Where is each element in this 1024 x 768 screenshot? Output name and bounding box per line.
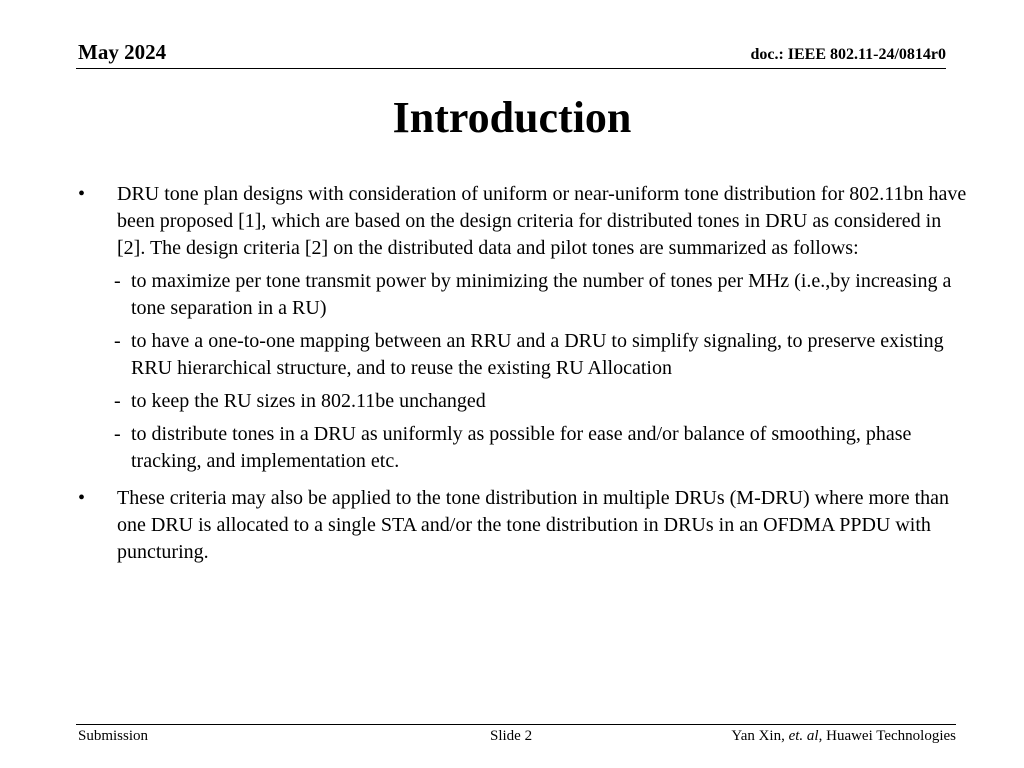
- footer-author-name: Yan Xin,: [731, 728, 789, 744]
- bullet-mark: •: [78, 487, 86, 509]
- footer-etal: et. al: [788, 728, 819, 744]
- sub-dash: -: [114, 330, 121, 352]
- slide-content: [74, 181, 974, 566]
- bullet-text: These criteria may also be applied to the tone distribution in multiple DRUs (M-DRU) where more than one DRU is allocated to a single STA and/or the tone distribution in DRUs in an OFDMA PPDU with puncturing.: [117, 487, 950, 563]
- footer-slide-number: Slide 2: [490, 728, 533, 744]
- header-doc-id: doc.: IEEE 802.11-24/0814r0: [750, 46, 946, 63]
- sub-list: [114, 268, 974, 475]
- bullet-item: [74, 485, 974, 566]
- sub-text: to keep the RU sizes in 802.11be unchanged: [131, 390, 486, 412]
- slide-title: Introduction: [392, 93, 632, 142]
- sub-item: [114, 268, 974, 322]
- sub-item: [114, 421, 974, 475]
- bullet-item: [74, 181, 974, 262]
- sub-dash: -: [114, 390, 121, 412]
- sub-dash: -: [114, 270, 121, 292]
- footer-org: , Huawei Technologies: [818, 728, 956, 744]
- bullet-text: DRU tone plan designs with consideration of uniform or near-uniform tone distribution for 802.11bn have been proposed [1], which are based on the design criteria for distributed tones in DRU as considered in [2]. The design criteria [2] on the distributed data and pilot tones are summarized as follows:: [117, 183, 967, 259]
- sub-item: [114, 328, 974, 382]
- header-date: May 2024: [78, 40, 167, 64]
- footer-rule: [76, 724, 956, 725]
- sub-text: to have a one-to-one mapping between an RRU and a DRU to simplify signaling, to preserve existing RRU hierarchical structure, and to reuse the existing RU Allocation: [131, 330, 944, 379]
- sub-item: [114, 388, 974, 415]
- footer-submission: Submission: [78, 728, 149, 744]
- sub-text: to maximize per tone transmit power by minimizing the number of tones per MHz (i.e.,by increasing a tone separation in a RU): [131, 270, 952, 319]
- sub-dash: -: [114, 423, 121, 445]
- header-rule: [76, 68, 946, 69]
- sub-text: to distribute tones in a DRU as uniformly as possible for ease and/or balance of smoothing, phase tracking, and implementation etc.: [131, 423, 912, 472]
- bullet-mark: •: [78, 183, 86, 205]
- footer-author: [731, 728, 956, 745]
